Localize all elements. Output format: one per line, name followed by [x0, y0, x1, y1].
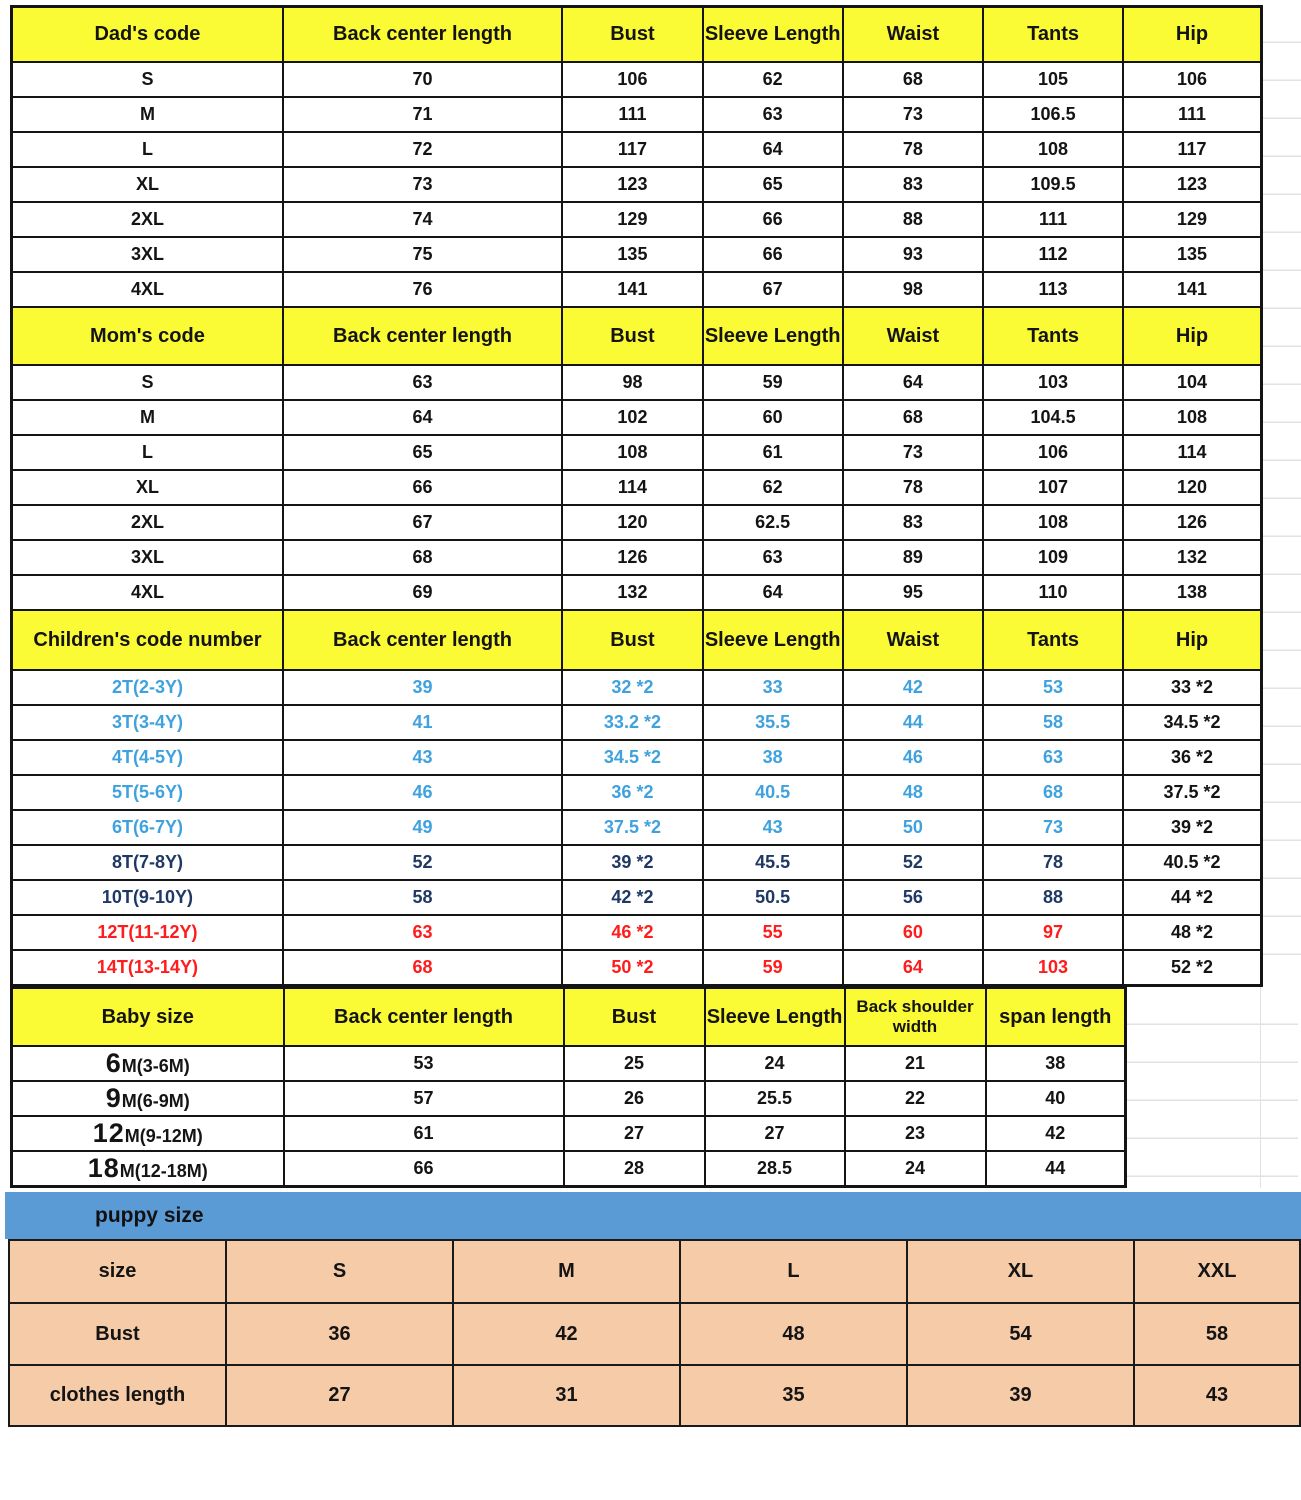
- table-cell: 76: [283, 272, 562, 307]
- table-cell: 36 *2: [1123, 740, 1262, 775]
- table-cell: S: [226, 1240, 453, 1303]
- table-cell: 83: [843, 167, 984, 202]
- table-cell: 61: [703, 435, 843, 470]
- table-cell: 78: [843, 470, 984, 505]
- table-cell: size: [9, 1240, 226, 1303]
- table-cell: 95: [843, 575, 984, 610]
- table-cell: 109: [983, 540, 1123, 575]
- table-cell: 106: [983, 435, 1123, 470]
- table-row: [12, 470, 1262, 505]
- table-cell: 38: [986, 1046, 1126, 1081]
- table-row: [12, 845, 1262, 880]
- puppy-size-title: puppy size: [95, 1203, 204, 1227]
- table-cell: 68: [843, 400, 984, 435]
- table-cell: 37.5 *2: [1123, 775, 1262, 810]
- table-cell: 52: [843, 845, 984, 880]
- table-cell: 132: [1123, 540, 1262, 575]
- table-cell: 120: [562, 505, 703, 540]
- table-cell: 67: [283, 505, 562, 540]
- column-header: Back shoulder width: [845, 988, 986, 1046]
- table-cell: 105: [983, 62, 1123, 97]
- spreadsheet-gridlines: [1127, 987, 1298, 1188]
- column-header: Waist: [843, 7, 984, 63]
- table-cell: 39 *2: [562, 845, 703, 880]
- table-cell: 38: [703, 740, 843, 775]
- table-cell: 97: [983, 915, 1123, 950]
- table-cell: 103: [983, 950, 1123, 986]
- table-cell: 89: [843, 540, 984, 575]
- table-cell: 63: [983, 740, 1123, 775]
- table-row: [12, 1151, 1126, 1187]
- table-cell: 123: [562, 167, 703, 202]
- table-cell: 66: [283, 470, 562, 505]
- table-cell: XXL: [1134, 1240, 1300, 1303]
- table-cell: 111: [562, 97, 703, 132]
- table-cell: L: [12, 435, 283, 470]
- puppy-size-banner: [5, 1192, 1301, 1239]
- column-header: Mom's code: [12, 307, 283, 365]
- table-cell: 73: [843, 435, 984, 470]
- table-cell: 65: [283, 435, 562, 470]
- table-row: [12, 62, 1262, 97]
- table-cell: M: [453, 1240, 680, 1303]
- table-row: [12, 237, 1262, 272]
- table-cell: 39 *2: [1123, 810, 1262, 845]
- table-cell: 135: [1123, 237, 1262, 272]
- column-header: Bust: [562, 7, 703, 63]
- table-cell: 2T(2-3Y): [12, 670, 283, 705]
- table-cell: 34.5 *2: [562, 740, 703, 775]
- table-cell: 59: [703, 365, 843, 400]
- table-cell: 108: [983, 132, 1123, 167]
- table-cell: 22: [845, 1081, 986, 1116]
- table-cell: 39: [283, 670, 562, 705]
- column-header: Back center length: [283, 307, 562, 365]
- baby-size-label: [12, 1116, 284, 1151]
- table-cell: 24: [705, 1046, 845, 1081]
- table-cell: 42: [986, 1116, 1126, 1151]
- table-row: [12, 540, 1262, 575]
- table-cell: 132: [562, 575, 703, 610]
- table-cell: 66: [703, 202, 843, 237]
- table-row: [12, 1116, 1126, 1151]
- table-cell: 98: [843, 272, 984, 307]
- table-row: [12, 505, 1262, 540]
- table-cell: 6T(6-7Y): [12, 810, 283, 845]
- column-header: Bust: [564, 988, 705, 1046]
- table-row: [9, 1303, 1300, 1365]
- table-cell: 63: [283, 915, 562, 950]
- table-cell: 21: [845, 1046, 986, 1081]
- table-cell: 35: [680, 1365, 907, 1426]
- table-cell: 53: [983, 670, 1123, 705]
- table-cell: L: [680, 1240, 907, 1303]
- table-cell: 8T(7-8Y): [12, 845, 283, 880]
- column-header: Baby size: [12, 988, 284, 1046]
- table-cell: XL: [12, 167, 283, 202]
- baby-size-table: [10, 987, 1127, 1188]
- table-row: [12, 740, 1262, 775]
- table-cell: 34.5 *2: [1123, 705, 1262, 740]
- table-cell: 106: [1123, 62, 1262, 97]
- table-cell: 104: [1123, 365, 1262, 400]
- table-cell: 50 *2: [562, 950, 703, 986]
- table-cell: 70: [283, 62, 562, 97]
- table-cell: 60: [703, 400, 843, 435]
- table-cell: 66: [284, 1151, 564, 1187]
- table-cell: 68: [283, 540, 562, 575]
- table-cell: 26: [564, 1081, 705, 1116]
- baby-table-zone: [10, 987, 1301, 1188]
- table-row: [12, 810, 1262, 845]
- table-cell: 68: [843, 62, 984, 97]
- baby-size-month-number: 18: [87, 1153, 120, 1183]
- header-row: [12, 988, 1126, 1046]
- table-cell: 58: [983, 705, 1123, 740]
- table-cell: 112: [983, 237, 1123, 272]
- baby-size-month-number: 6: [105, 1048, 122, 1078]
- table-cell: 40.5 *2: [1123, 845, 1262, 880]
- table-cell: 27: [226, 1365, 453, 1426]
- table-cell: 54: [907, 1303, 1134, 1365]
- column-header: Tants: [983, 610, 1123, 670]
- table-cell: 109.5: [983, 167, 1123, 202]
- column-header: Back center length: [284, 988, 564, 1046]
- table-cell: 117: [562, 132, 703, 167]
- table-row: [12, 670, 1262, 705]
- spreadsheet-gridlines: [1263, 5, 1301, 987]
- table-cell: 74: [283, 202, 562, 237]
- table-cell: 41: [283, 705, 562, 740]
- table-cell: 40: [986, 1081, 1126, 1116]
- table-cell: 42: [843, 670, 984, 705]
- table-cell: 46: [283, 775, 562, 810]
- table-cell: 108: [1123, 400, 1262, 435]
- table-cell: 114: [1123, 435, 1262, 470]
- table-cell: 59: [703, 950, 843, 986]
- table-cell: 104.5: [983, 400, 1123, 435]
- table-cell: 28: [564, 1151, 705, 1187]
- table-cell: M: [12, 400, 283, 435]
- table-cell: 5T(5-6Y): [12, 775, 283, 810]
- table-cell: 25: [564, 1046, 705, 1081]
- table-cell: 48: [843, 775, 984, 810]
- table-cell: 49: [283, 810, 562, 845]
- column-header: Sleeve Length: [705, 988, 845, 1046]
- table-cell: 108: [562, 435, 703, 470]
- table-cell: 138: [1123, 575, 1262, 610]
- table-cell: 25.5: [705, 1081, 845, 1116]
- table-cell: 69: [283, 575, 562, 610]
- baby-size-label: [12, 1046, 284, 1081]
- table-cell: 108: [983, 505, 1123, 540]
- table-cell: 44 *2: [1123, 880, 1262, 915]
- table-cell: 3XL: [12, 540, 283, 575]
- table-cell: 44: [986, 1151, 1126, 1187]
- table-cell: 83: [843, 505, 984, 540]
- table-cell: Bust: [9, 1303, 226, 1365]
- table-cell: 135: [562, 237, 703, 272]
- table-cell: clothes length: [9, 1365, 226, 1426]
- table-cell: 52: [283, 845, 562, 880]
- table-cell: 48 *2: [1123, 915, 1262, 950]
- table-cell: 66: [703, 237, 843, 272]
- table-cell: M: [12, 97, 283, 132]
- table-cell: 73: [283, 167, 562, 202]
- table-row: [12, 400, 1262, 435]
- column-header: span length: [986, 988, 1126, 1046]
- baby-size-month-number: 9: [105, 1083, 122, 1113]
- table-cell: 33: [703, 670, 843, 705]
- table-cell: 3T(3-4Y): [12, 705, 283, 740]
- table-cell: 71: [283, 97, 562, 132]
- table-cell: S: [12, 365, 283, 400]
- table-cell: 48: [680, 1303, 907, 1365]
- table-cell: 57: [284, 1081, 564, 1116]
- baby-size-label: [12, 1151, 284, 1187]
- table-cell: 33.2 *2: [562, 705, 703, 740]
- table-cell: 65: [703, 167, 843, 202]
- table-cell: 10T(9-10Y): [12, 880, 283, 915]
- table-cell: 46: [843, 740, 984, 775]
- column-header: Hip: [1123, 307, 1262, 365]
- table-cell: 64: [843, 365, 984, 400]
- table-cell: 46 *2: [562, 915, 703, 950]
- table-cell: 114: [562, 470, 703, 505]
- table-cell: 50.5: [703, 880, 843, 915]
- table-cell: 110: [983, 575, 1123, 610]
- table-cell: 126: [1123, 505, 1262, 540]
- table-cell: 88: [983, 880, 1123, 915]
- table-row: [12, 1046, 1126, 1081]
- baby-size-month-number: 12: [92, 1118, 125, 1148]
- table-cell: 4T(4-5Y): [12, 740, 283, 775]
- table-row: [9, 1365, 1300, 1426]
- table-cell: 23: [845, 1116, 986, 1151]
- table-cell: 107: [983, 470, 1123, 505]
- column-header: Waist: [843, 307, 984, 365]
- table-cell: 78: [843, 132, 984, 167]
- column-header: Sleeve Length: [703, 610, 843, 670]
- family-tables-zone: [10, 5, 1301, 987]
- column-header: Back center length: [283, 7, 562, 63]
- table-cell: 126: [562, 540, 703, 575]
- table-cell: 58: [283, 880, 562, 915]
- table-row: [12, 202, 1262, 237]
- table-cell: 62.5: [703, 505, 843, 540]
- table-cell: 53: [284, 1046, 564, 1081]
- table-cell: 102: [562, 400, 703, 435]
- table-cell: 35.5: [703, 705, 843, 740]
- header-row: [12, 7, 1262, 63]
- table-cell: 123: [1123, 167, 1262, 202]
- table-row: [12, 915, 1262, 950]
- table-cell: 60: [843, 915, 984, 950]
- table-cell: 42 *2: [562, 880, 703, 915]
- table-cell: 129: [1123, 202, 1262, 237]
- puppy-size-table: [8, 1239, 1301, 1427]
- table-cell: 62: [703, 470, 843, 505]
- table-cell: 63: [283, 365, 562, 400]
- table-row: [12, 775, 1262, 810]
- table-cell: 64: [283, 400, 562, 435]
- table-cell: 36: [226, 1303, 453, 1365]
- table-cell: 111: [1123, 97, 1262, 132]
- baby-size-age-range: M(12-18M): [119, 1161, 208, 1181]
- table-cell: 93: [843, 237, 984, 272]
- column-header: Bust: [562, 610, 703, 670]
- table-cell: 2XL: [12, 505, 283, 540]
- column-header: Back center length: [283, 610, 562, 670]
- table-row: [12, 435, 1262, 470]
- table-cell: 78: [983, 845, 1123, 880]
- baby-size-age-range: M(9-12M): [124, 1126, 203, 1146]
- table-row: [12, 880, 1262, 915]
- table-cell: 42: [453, 1303, 680, 1365]
- table-row: [12, 97, 1262, 132]
- table-cell: 75: [283, 237, 562, 272]
- table-cell: 120: [1123, 470, 1262, 505]
- table-cell: XL: [12, 470, 283, 505]
- header-row: [12, 307, 1262, 365]
- table-cell: 50: [843, 810, 984, 845]
- baby-size-label: [12, 1081, 284, 1116]
- table-cell: 64: [843, 950, 984, 986]
- column-header: Waist: [843, 610, 984, 670]
- column-header: Hip: [1123, 7, 1262, 63]
- table-cell: 37.5 *2: [562, 810, 703, 845]
- table-row: [12, 950, 1262, 986]
- column-header: Dad's code: [12, 7, 283, 63]
- table-cell: S: [12, 62, 283, 97]
- table-row: [12, 575, 1262, 610]
- table-cell: 24: [845, 1151, 986, 1187]
- table-row: [12, 1081, 1126, 1116]
- table-cell: 73: [843, 97, 984, 132]
- table-cell: 68: [983, 775, 1123, 810]
- table-cell: 103: [983, 365, 1123, 400]
- header-row: [12, 610, 1262, 670]
- table-cell: 61: [284, 1116, 564, 1151]
- table-cell: 141: [1123, 272, 1262, 307]
- table-cell: 28.5: [705, 1151, 845, 1187]
- table-row: [12, 167, 1262, 202]
- table-cell: XL: [907, 1240, 1134, 1303]
- column-header: Children's code number: [12, 610, 283, 670]
- table-cell: 2XL: [12, 202, 283, 237]
- table-cell: 63: [703, 540, 843, 575]
- baby-size-age-range: M(3-6M): [121, 1056, 190, 1076]
- table-cell: 45.5: [703, 845, 843, 880]
- column-header: Tants: [983, 7, 1123, 63]
- table-row: [12, 132, 1262, 167]
- table-cell: 4XL: [12, 575, 283, 610]
- table-cell: 62: [703, 62, 843, 97]
- table-cell: 31: [453, 1365, 680, 1426]
- table-cell: 43: [1134, 1365, 1300, 1426]
- table-cell: 68: [283, 950, 562, 986]
- table-cell: 106.5: [983, 97, 1123, 132]
- table-row: [9, 1240, 1300, 1303]
- table-cell: 106: [562, 62, 703, 97]
- table-cell: 27: [705, 1116, 845, 1151]
- table-cell: 58: [1134, 1303, 1300, 1365]
- table-cell: L: [12, 132, 283, 167]
- column-header: Sleeve Length: [703, 307, 843, 365]
- table-cell: 3XL: [12, 237, 283, 272]
- table-cell: 117: [1123, 132, 1262, 167]
- table-cell: 98: [562, 365, 703, 400]
- table-row: [12, 272, 1262, 307]
- table-cell: 64: [703, 132, 843, 167]
- table-cell: 56: [843, 880, 984, 915]
- table-cell: 12T(11-12Y): [12, 915, 283, 950]
- baby-size-age-range: M(6-9M): [121, 1091, 190, 1111]
- table-cell: 43: [703, 810, 843, 845]
- table-cell: 141: [562, 272, 703, 307]
- table-cell: 63: [703, 97, 843, 132]
- table-cell: 33 *2: [1123, 670, 1262, 705]
- table-cell: 14T(13-14Y): [12, 950, 283, 986]
- family-size-table: [10, 5, 1263, 987]
- table-cell: 36 *2: [562, 775, 703, 810]
- table-cell: 72: [283, 132, 562, 167]
- table-cell: 111: [983, 202, 1123, 237]
- table-cell: 73: [983, 810, 1123, 845]
- table-cell: 113: [983, 272, 1123, 307]
- table-cell: 40.5: [703, 775, 843, 810]
- column-header: Sleeve Length: [703, 7, 843, 63]
- table-cell: 129: [562, 202, 703, 237]
- table-row: [12, 705, 1262, 740]
- table-cell: 64: [703, 575, 843, 610]
- table-cell: 4XL: [12, 272, 283, 307]
- table-cell: 39: [907, 1365, 1134, 1426]
- table-cell: 27: [564, 1116, 705, 1151]
- column-header: Hip: [1123, 610, 1262, 670]
- table-cell: 52 *2: [1123, 950, 1262, 986]
- column-header: Bust: [562, 307, 703, 365]
- table-row: [12, 365, 1262, 400]
- table-cell: 44: [843, 705, 984, 740]
- table-cell: 88: [843, 202, 984, 237]
- table-cell: 32 *2: [562, 670, 703, 705]
- table-cell: 55: [703, 915, 843, 950]
- column-header: Tants: [983, 307, 1123, 365]
- table-cell: 67: [703, 272, 843, 307]
- table-cell: 43: [283, 740, 562, 775]
